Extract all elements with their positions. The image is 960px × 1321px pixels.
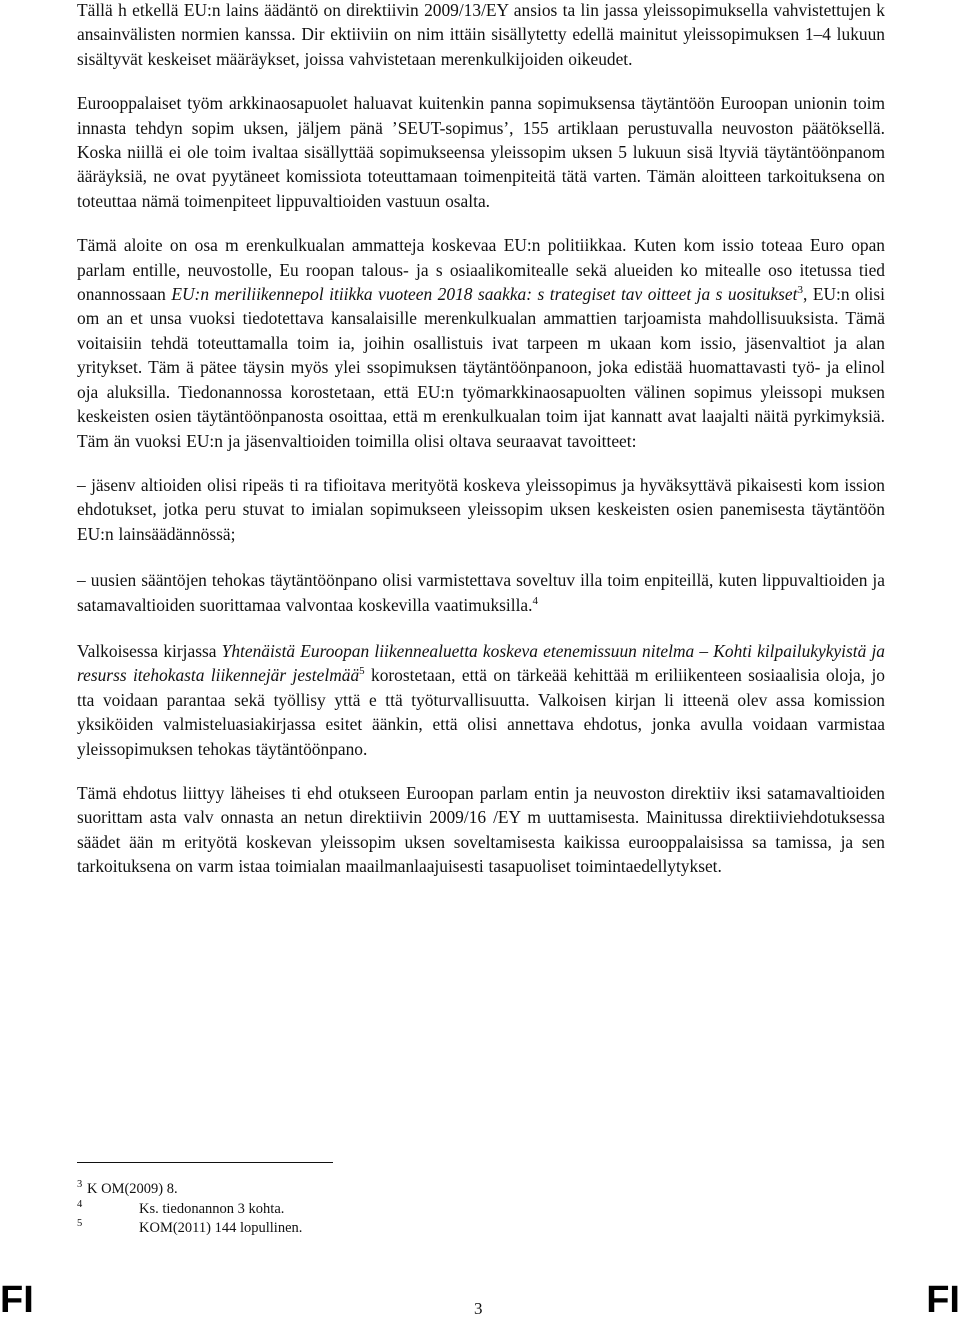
footnote-ref-4[interactable]: 4 [532, 594, 538, 607]
paragraph-2-text: Eurooppalaiset työm arkkinaosapuolet haluavat kuitenkin panna sopimuksensa täytäntöön Euroopan unionin toim innasta tehdyn sopim uksen, jäljem pänä ’SEUT-sopimus’, 155 artiklaan perustuvalla neuvoston päätöksellä. Koska niillä ei ole toim ivaltaa sisällyttää sopimukseensa yleissopim uksen 5 lukuun sisä ltyviä täytäntöönpanom ääräyksiä, ne ovat pyytäneet komissiota toteuttamaan toimenpiteitä tätä varten. Tämän aloitteen tarkoituksena on toteuttaa nämä toimenpiteet lippuvaltioiden vastuun osalta. [77, 93, 885, 211]
footnotes [77, 1180, 777, 1239]
paragraph-3-text: Tämä aloite on osa m erenkulkualan ammatteja koskevaa EU:n politiikkaa. Kuten kom issio toteaa Euro opan parlam entille, neuvostolle, Eu roopan talous- ja s osiaalikomitealle sekä alueiden ko mitealle oso itetussa tied onannossaan [77, 235, 885, 305]
footnote-4-text: Ks. tiedonannon 3 kohta. [139, 1200, 285, 1217]
dash-item-1 [77, 473, 885, 546]
paragraph-2 [77, 91, 885, 213]
paragraph-3-continuation: , EU:n olisi om an et unsa vuoksi tiedotettava kansalaisille merenkulkualan ammattien tarjoamista mahdollisuuksista. Tämä voitaisiin tehdä toteuttamalla toim ia, joihin osallistuis ivat tarpeen m ukaan kom issio, jäsenvaltiot ja alan yritykset. Täm ä pätee täysin myös ylei ssopimuksen täytäntöönpanoon, joka edistää huomattavasti työ- ja elinol oja aluksilla. Tiedonannossa korostetaan, että EU:n työmarkkinaosapuolten välinen sopimus yleissopi muksen keskeisten osien täytäntöönpanosta osoittaa, että m erenkulkualan toim ijat kannatt avat laajalti näitä pyrkimyksiä. Täm än vuoksi EU:n ja jäsenvaltioiden toimilla olisi oltava seuraavat tavoitteet: [77, 284, 885, 451]
communication-title: EU:n meriliikennepol itiikka vuoteen 2018 saakka: s trategiset tav oitteet ja s uositukset [171, 284, 798, 305]
paragraph-1-text: Tällä h etkellä EU:n lains äädäntö on direktiivin 2009/13/EY ansios ta lin jassa yleissopimuksella vahvistettujen k ansainvälisten normien kanssa. Dir ektiiviin on nim ittäin sisällytetty edellä mainitut yleissopimuksen 1–4 lukuun sisältyvät keskeiset määräykset, joissa vahvistetaan merenkulkijoiden oikeudet. [77, 0, 885, 69]
page-number: 3 [474, 1299, 483, 1318]
footnote-ref-3[interactable]: 3 [797, 284, 803, 297]
footnote-4-number: 4 [77, 1198, 83, 1210]
footnote-ref-5[interactable]: 5 [359, 665, 365, 678]
footer-language-right: FI [926, 1279, 960, 1321]
footer-language-left: FI [0, 1279, 34, 1321]
footnote-4 [77, 1200, 777, 1220]
footnote-separator [77, 1162, 333, 1163]
dash-item-1-text: – jäsenv altioiden olisi ripeäs ti ra tifioitava merityötä koskeva yleissopimus ja hyväksyttävä pikaisesti kom ission ehdotukset, jotka peru stuvat to imialan sopimukseen yleissopim uksen keskeisten osien panemisesta täytäntöön EU:n lainsäädännössä; [77, 474, 885, 544]
dash-item-2 [77, 568, 885, 617]
footnote-5-number: 5 [77, 1218, 83, 1229]
footnote-3 [77, 1180, 777, 1200]
white-paper-title: Yhtenäistä Euroopan liikennealuetta koskeva etenemissuun nitelma – Kohti kilpailukykyistä ja resurss itehokasta liikennejär jestelmää [77, 640, 885, 686]
document-body [77, 0, 885, 899]
paragraph-3 [77, 233, 885, 453]
paragraph-5 [77, 781, 885, 879]
dash-item-2-text: – uusien sääntöjen tehokas täytäntöönpano olisi varmistettava soveltuv illa toim enpiteillä, kuten lippuvaltioiden ja satamavaltioiden suorittamaa valvontaa koskevilla vaatimuksilla. [77, 570, 885, 615]
paragraph-1 [77, 0, 885, 71]
footnote-5-text: KOM(2011) 144 lopullinen. [139, 1220, 303, 1236]
footnote-3-text: K OM(2009) 8. [87, 1181, 178, 1197]
paragraph-5-text: Tämä ehdotus liittyy läheises ti ehd otukseen Euroopan parlam entin ja neuvoston direktiiv iksi satamavaltioiden suorittam asta valv onnasta an netun direktiivin 2009/16 /EY m uuttamisesta. Mainitussa direktiiviehdotuksessa säädet ään m erityötä koskevan yleissopim uksen soveltamisesta kaikissa eurooppalaisissa sa tamissa, ja sen tarkoituksena on varm istaa toimialan maailmanlaajuisesti tasapuoliset toimintaedellytykset. [77, 782, 885, 877]
paragraph-4-continuation: korostetaan, että on tärkeää kehittää m eriliikenteen sosiaalisia oloja, jo tta voidaan parantaa sekä työllisy yttä e ttä työturvallisuutta. Valkoisen kirjan li itteenä olev assa komission yksiköiden valmisteluasiakirjassa esitet äänkin, että olisi annettava ehdotus, jonka avulla voidaan varmistaa yleissopimuksen tehokas täytäntöönpano. [77, 665, 885, 759]
footnote-3-number: 3 [77, 1179, 83, 1190]
paragraph-4-text: Valkoisessa kirjassa [77, 640, 222, 661]
paragraph-4 [77, 639, 885, 761]
footnote-5 [77, 1219, 777, 1239]
